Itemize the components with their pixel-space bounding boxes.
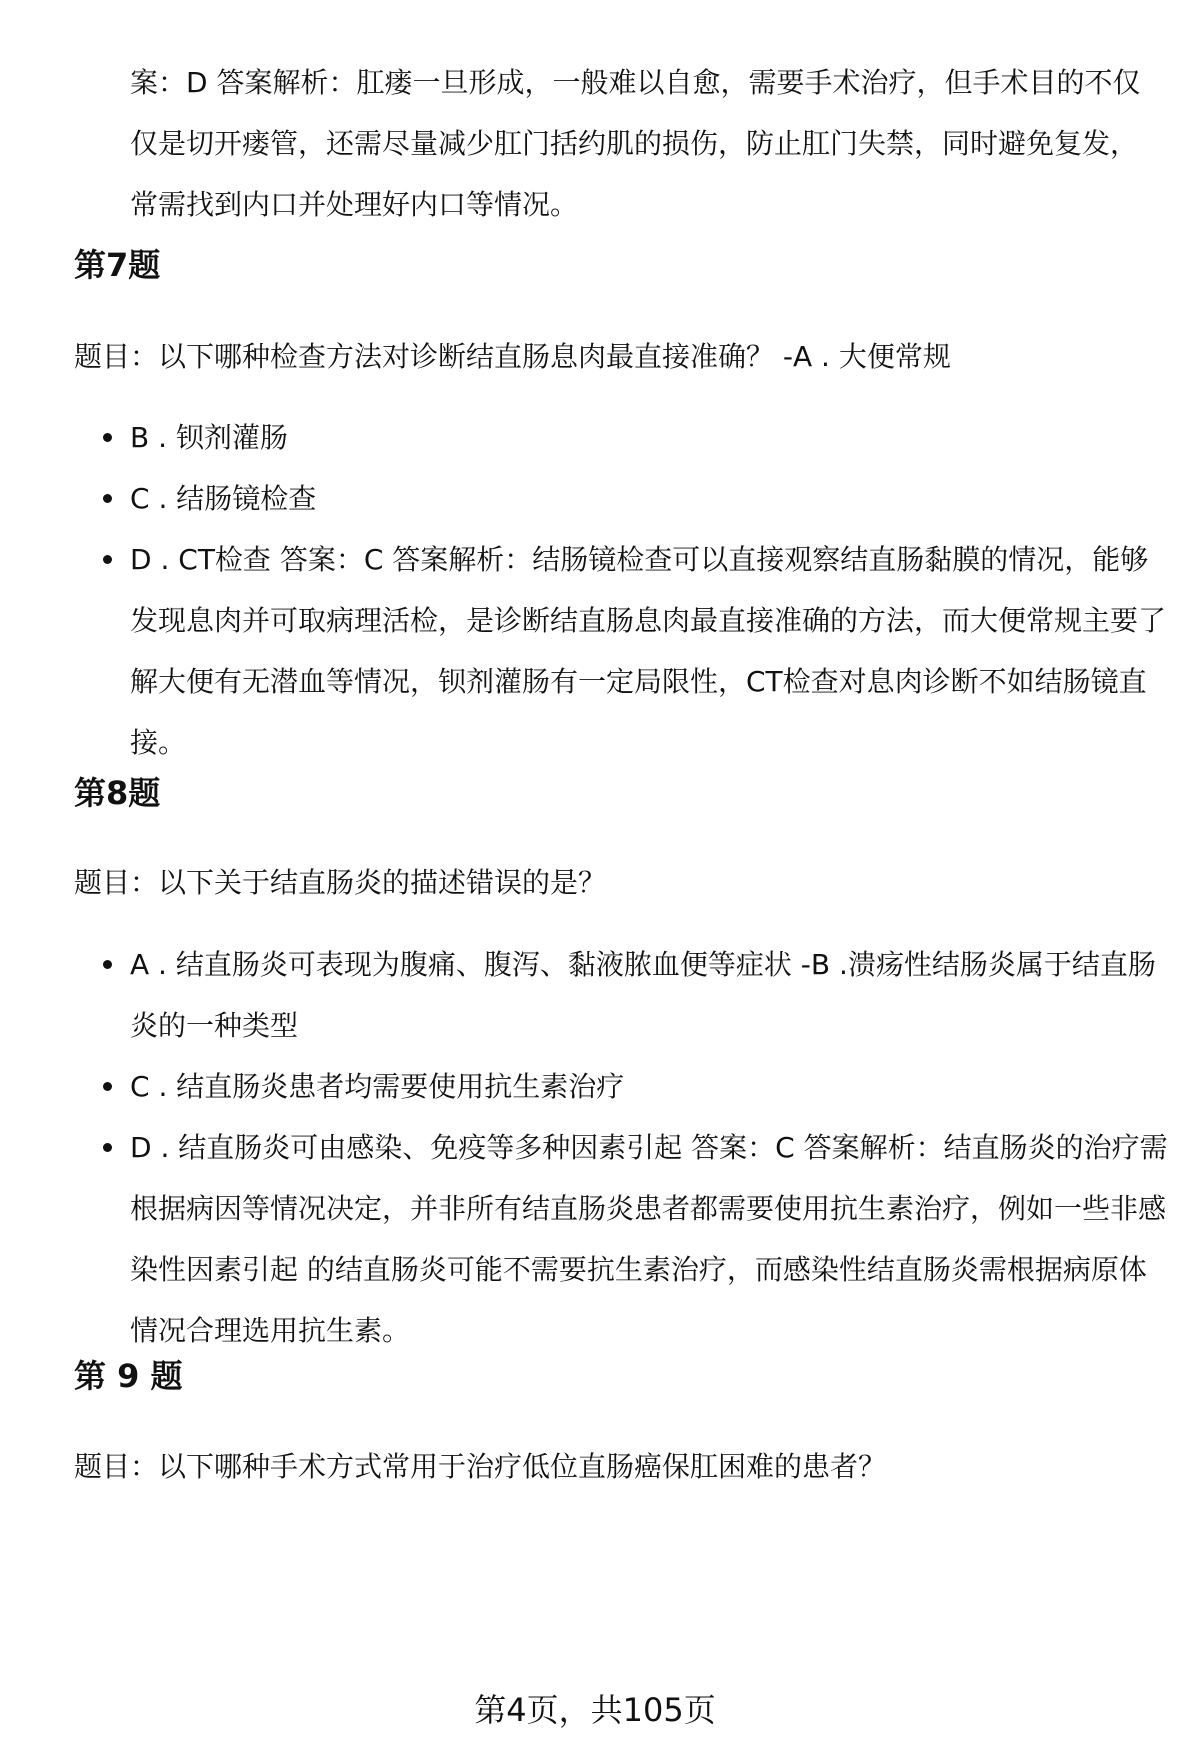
question-7-stem: 题目：以下哪种检查方法对诊断结直肠息肉最直接准确？ -A . 大便常规 (74, 340, 951, 373)
bullet-icon (103, 1143, 112, 1152)
question-8-options (0, 934, 1190, 1361)
option-text: B . 钡剂灌肠 (130, 421, 288, 454)
option-text: A . 结直肠炎可表现为腹痛、腹泻、黏液脓血便等症状 -B .溃疡性结肠炎属于结直肠炎的一种类型 (130, 948, 1156, 1042)
question-8-heading: 第8题 (74, 774, 161, 812)
page-number-footer: 第4页，共105页 (474, 1691, 716, 1729)
bullet-icon (103, 494, 112, 503)
option-item (0, 1117, 1190, 1361)
option-text: D . CT检查 答案：C 答案解析：结肠镜检查可以直接观察结直肠黏膜的情况，能够发现息肉并可取病理活检，是诊断结直肠息肉最直接准确的方法，而大便常规主要了解大便有无潜血等情况，钡剂灌肠有一定局限性，CT检查对息肉诊断不如结肠镜直接。 (130, 543, 1167, 759)
question-8-stem: 题目：以下关于结直肠炎的描述错误的是？ (74, 866, 607, 899)
option-text: C . 结肠镜检查 (130, 482, 317, 515)
question-9-heading: 第 9 题 (74, 1357, 183, 1395)
bullet-icon (103, 960, 112, 969)
option-item (0, 407, 1190, 468)
bullet-icon (103, 1082, 112, 1091)
option-text: D . 结直肠炎可由感染、免疫等多种因素引起 答案：C 答案解析：结直肠炎的治疗需根据病因等情况决定，并非所有结直肠炎患者都需要使用抗生素治疗，例如一些非感染性因素引起 的结直肠炎可能不需要抗生素治疗，而感染性结直肠炎需根据病原体情况合理选用抗生素。 (130, 1131, 1168, 1347)
answer-explanation-continuation: 案：D 答案解析：肛瘘一旦形成，一般难以自愈，需要手术治疗，但手术目的不仅仅是切开瘘管，还需尽量减少肛门括约肌的损伤，防止肛门失禁，同时避免复发，常需找到内口并处理好内口等情况。 (130, 66, 1141, 221)
option-item (0, 468, 1190, 529)
bullet-icon (103, 555, 112, 564)
option-item (0, 934, 1190, 1056)
option-text: C . 结直肠炎患者均需要使用抗生素治疗 (130, 1070, 625, 1103)
bullet-icon (103, 433, 112, 442)
question-7-heading: 第7题 (74, 246, 161, 284)
question-9-stem: 题目：以下哪种手术方式常用于治疗低位直肠癌保肛困难的患者？ (74, 1450, 887, 1483)
question-7-options (0, 407, 1190, 773)
option-item (0, 1056, 1190, 1117)
option-item (0, 529, 1190, 773)
